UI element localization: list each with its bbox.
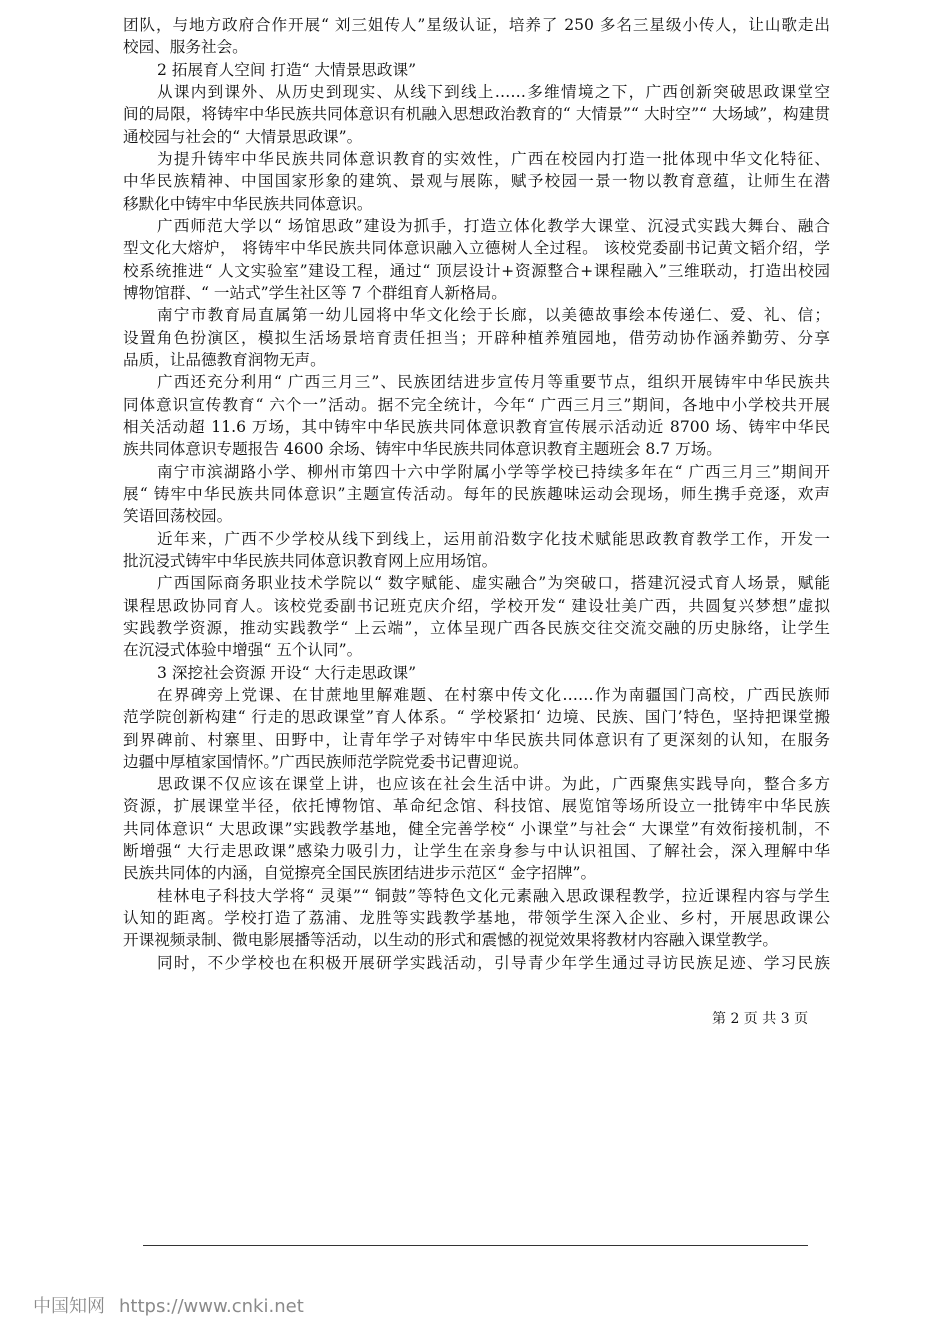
page-number: 第 2 页 共 3 页 xyxy=(712,1011,809,1027)
text-line: 校园、服务社会。 xyxy=(123,38,248,57)
text-line: 到界碑前、村寨里、田野中，让青年学子对铸牢中华民族共同体意识有了更深刻的认知，在服务 xyxy=(123,730,830,749)
text-line: 通校园与社会的“ 大情景思政课”。 xyxy=(123,127,363,146)
paragraph xyxy=(123,572,830,661)
text-line: 展“ 铸牢中华民族共同体意识”主题宣传活动。每年的民族趣味运动会现场，师生携手竞逐，欢声 xyxy=(123,484,830,503)
text-line: 广西还充分利用“ 广西三月三”、民族团结进步宣传月等重要节点，组织开展铸牢中华民族共 xyxy=(157,373,830,392)
text-line: 中华民族精神、中国国家形象的建筑、景观与展陈，赋予校园一景一物以教育意蕴，让师生在潜 xyxy=(123,172,830,191)
text-line: 博物馆群、“ 一站式”学生社区等 7 个群组育人新格局。 xyxy=(123,283,507,302)
paragraph xyxy=(123,148,830,215)
text-line: 笑语回荡校园。 xyxy=(123,507,233,526)
paragraph xyxy=(123,215,830,304)
text-line: 品质，让品德教育润物无声。 xyxy=(123,350,326,369)
paragraph xyxy=(123,885,830,952)
text-line: 实践教学资源，推动实践教学“ 上云端”，立体呈现广西各民族交往交流交融的历史脉络，让学生 xyxy=(123,618,830,637)
section-heading xyxy=(123,59,830,81)
text-line: 同体意识宣传教育“ 六个一”活动。据不完全统计，今年“ 广西三月三”期间，各地中小学校共开展 xyxy=(123,395,830,414)
text-line: 族共同体意识专题报告 4600 余场、铸牢中华民族共同体意识教育主题班会 8.7 万场。 xyxy=(123,440,722,459)
section-heading xyxy=(123,662,830,684)
text-line: 民族共同体的内涵，自觉擦亮全国民族团结进步示范区“ 金字招牌”。 xyxy=(123,864,597,883)
text-line: 近年来，广西不少学校从线下到线上，运用前沿数字化技术赋能思政教育教学工作，开发一 xyxy=(157,529,830,548)
text-line: 共同体意识“ 大思政课”实践教学基地，健全完善学校“ 小课堂”与社会“ 大课堂”有效衔接机制，不 xyxy=(123,819,830,838)
text-line: 为提升铸牢中华民族共同体意识教育的实效性，广西在校园内打造一批体现中华文化特征、 xyxy=(157,149,830,168)
watermark-url: https://www.cnki.net xyxy=(119,1296,304,1317)
paragraph xyxy=(123,371,830,460)
text-line: 移默化中铸牢中华民族共同体意识。 xyxy=(123,194,373,213)
cnki-watermark xyxy=(33,1292,318,1318)
text-line: 2 拓展育人空间 打造“ 大情景思政课” xyxy=(157,60,417,79)
text-line: 批沉浸式铸牢中华民族共同体意识教育网上应用场馆。 xyxy=(123,551,498,570)
text-line: 团队，与地方政府合作开展“ 刘三姐传人”星级认证，培养了 250 多名三星级小传人，让山歌走出 xyxy=(123,16,830,34)
paragraph xyxy=(123,684,830,773)
text-line: 校系统推进“ 人文实验室”建设工程，通过“ 顶层设计+资源整合+课程融入”三维联动，打造出校园 xyxy=(123,261,830,280)
document-body xyxy=(123,14,830,974)
text-line: 认知的距离。学校打造了荔浦、龙胜等实践教学基地，带领学生深入企业、乡村，开展思政课公 xyxy=(123,909,830,928)
paragraph xyxy=(123,773,830,885)
text-line: 设置角色扮演区，模拟生活场景培育责任担当；开辟种植养殖园地，借劳动协作涵养勤劳、分享 xyxy=(123,328,830,347)
text-line: 课程思政协同育人。该校党委副书记班克庆介绍，学校开发“ 建设壮美广西，共圆复兴梦想”虚拟 xyxy=(123,596,830,615)
text-line: 范学院创新构建“ 行走的思政课堂”育人体系。“ 学校紧扣‘ 边境、民族、国门’特色，坚持把课堂搬 xyxy=(123,708,830,727)
text-line: 开课视频录制、微电影展播等活动，以生动的形式和震憾的视觉效果将教材内容融入课堂教学。 xyxy=(123,931,778,950)
paragraph xyxy=(123,952,830,974)
text-line: 桂林电子科技大学将“ 灵渠”“ 铜鼓”等特色文化元素融入思政课程教学，拉近课程内容与学生 xyxy=(157,886,830,905)
text-line: 同时，不少学校也在积极开展研学实践活动，引导青少年学生通过寻访民族足迹、学习民族 xyxy=(157,953,830,972)
paragraph xyxy=(123,81,830,148)
paragraph xyxy=(123,304,830,371)
text-line: 在沉浸式体验中增强“ 五个认同”。 xyxy=(123,641,363,660)
paragraph xyxy=(123,14,830,59)
paragraph xyxy=(123,528,830,573)
text-line: 资源，扩展课堂半径，依托博物馆、革命纪念馆、科技馆、展览馆等场所设立一批铸牢中华民族 xyxy=(123,797,830,816)
text-line: 断增强“ 大行走思政课”感染力吸引力，让学生在亲身参与中认识祖国、了解社会，深入理解中华 xyxy=(123,842,830,861)
paragraph xyxy=(123,461,830,528)
text-line: 在界碑旁上党课、在甘蔗地里解难题、在村寨中传文化……作为南疆国门高校，广西民族师 xyxy=(157,685,830,704)
text-line: 广西国际商务职业技术学院以“ 数字赋能、虚实融合”为突破口，搭建沉浸式育人场景，赋能 xyxy=(157,574,830,593)
text-line: 广西师范大学以“ 场馆思政”建设为抓手，打造立体化教学大课堂、沉浸式实践大舞台、融合 xyxy=(157,216,830,235)
text-line: 型文化大熔炉， 将铸牢中华民族共同体意识融入立德树人全过程。 该校党委副书记黄文韬介绍，学 xyxy=(123,239,830,258)
footer-divider xyxy=(143,1245,808,1246)
text-line: 思政课不仅应该在课堂上讲，也应该在社会生活中讲。为此，广西聚焦实践导向，整合多方 xyxy=(157,775,830,794)
text-line: 南宁市教育局直属第一幼儿园将中华文化绘于长廊，以美德故事绘本传递仁、爱、礼、信； xyxy=(157,306,830,325)
text-line: 从课内到课外、从历史到现实、从线下到线上……多维情境之下，广西创新突破思政课堂空 xyxy=(157,82,830,101)
text-line: 边疆中厚植家国情怀。”广西民族师范学院党委书记曹迎说。 xyxy=(123,752,529,771)
text-line: 3 深挖社会资源 开设“ 大行走思政课” xyxy=(157,663,417,682)
text-line: 相关活动超 11.6 万场，其中铸牢中华民族共同体意识教育宣传展示活动近 8700 场、铸牢中华民 xyxy=(123,417,830,436)
watermark-name: 中国知网 xyxy=(33,1296,105,1317)
text-line: 南宁市滨湖路小学、柳州市第四十六中学附属小学等学校已持续多年在“ 广西三月三”期间开 xyxy=(157,462,830,481)
text-line: 间的局限，将铸牢中华民族共同体意识有机融入思想政治教育的“ 大情景”“ 大时空”“ 大场域”，构建贯 xyxy=(123,105,830,124)
